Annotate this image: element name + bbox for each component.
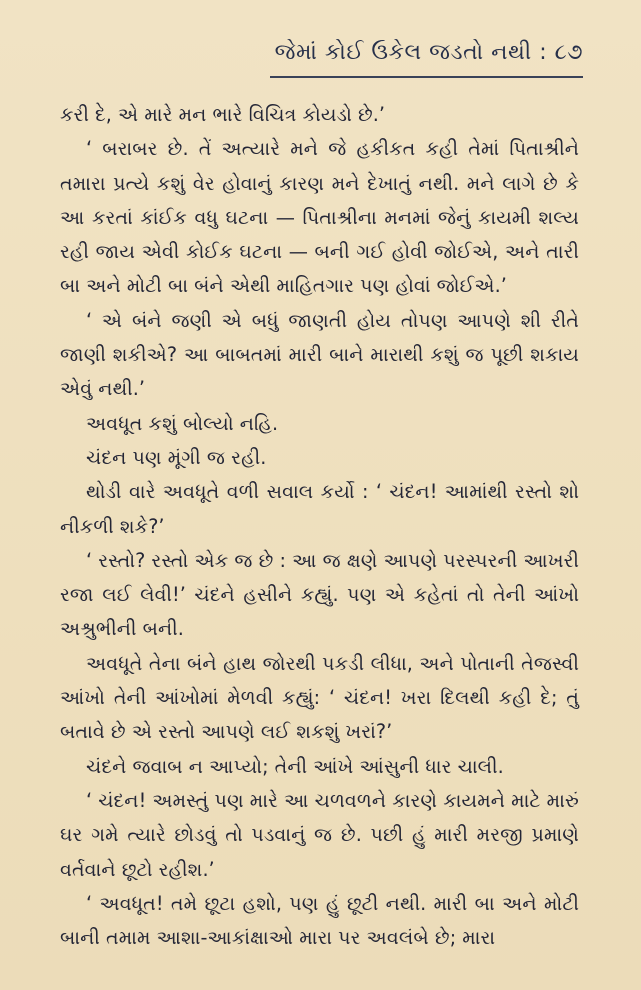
header-rule [270,76,583,78]
paragraph: કરી દે, એ મારે મન ભારે વિચિત્ર કોયડો છે.’ [60,103,385,126]
paragraph: અવધૂત કશું બોલ્યો નહિ. [86,411,279,435]
paragraph: ચંદન પણ મૂંગી જ રહી. [86,445,267,469]
running-title: જેમાં કોઈ ઉકેલ જડતો નથી : ૮૭ [274,40,583,65]
running-header [60,40,583,80]
paragraph: ‘ અવધૂત! તમે છૂટા હશો, પણ હું છૂટી નથી. મારી બા અને મોટી બાની તમામ આશા-આકાંક્ષાઓ મારા પર અવલંબે છે; મારા [60,891,579,950]
paragraph: થોડી વારે અવધૂતે વળી સવાલ કર્યો : ‘ ચંદન! આમાંથી રસ્તો શો નીકળી શકે?’ [60,480,579,538]
body-text [60,98,579,955]
paragraph: ‘ એ બંને જણી એ બધું જાણતી હોય તોપણ આપણે શી રીતે જાણી શકીએ? આ બાબતમાં મારી બાને મારાથી કશું જ પૂછી શકાય એવું નથી.’ [60,308,579,401]
paragraph: ચંદને જવાબ ન આપ્યો; તેની આંખે આંસુની ધાર ચાલી. [86,754,504,778]
paragraph: અવધૂતે તેના બંને હાથ જોરથી પકડી લીધા, અને પોતાની તેજસ્વી આંખો તેની આંખોમાં મેળવી કહ્યું: ‘ ચંદન! ખરા દિલથી કહી દે; તું બતાવે છે એ રસ્તો આપણે લઈ શકશું ખરાં?’ [60,651,579,744]
paragraph: ‘ ચંદન! અમસ્તું પણ મારે આ ચળવળને કારણે કાયમને માટે મારું ઘર ગમે ત્યારે છોડવું તો પડવાનું જ છે. પછી હું મારી મરજી પ્રમાણે વર્તવાને છૂટો રહીશ.’ [60,788,579,881]
paragraph: ‘ બરાબર છે. તેં અત્યારે મને જે હકીકત કહી તેમાં પિતાશ્રીને તમારા પ્રત્યે કશું વેર હોવાનું કારણ મને દેખાતું નથી. મને લાગે છે કે આ કરતાં કાંઈક વધુ ઘટના — પિતાશ્રીના મનમાં જેનું કાયમી શલ્ય રહી જાય એવી કોઈક ઘટના — બની ગઈ હોવી જોઈએ, અને તારી બા અને મોટી બા બંને એથી માહિતગાર પણ હોવાં જોઈએ.’ [60,137,579,298]
paragraph: ‘ રસ્તો? રસ્તો એક જ છે : આ જ ક્ષણે આપણે પરસ્પરની આખરી રજા લઈ લેવી!’ ચંદને હસીને કહ્યું. પણ એ કહેતાં તો તેની આંખો અશ્રુભીની બની. [60,548,580,641]
